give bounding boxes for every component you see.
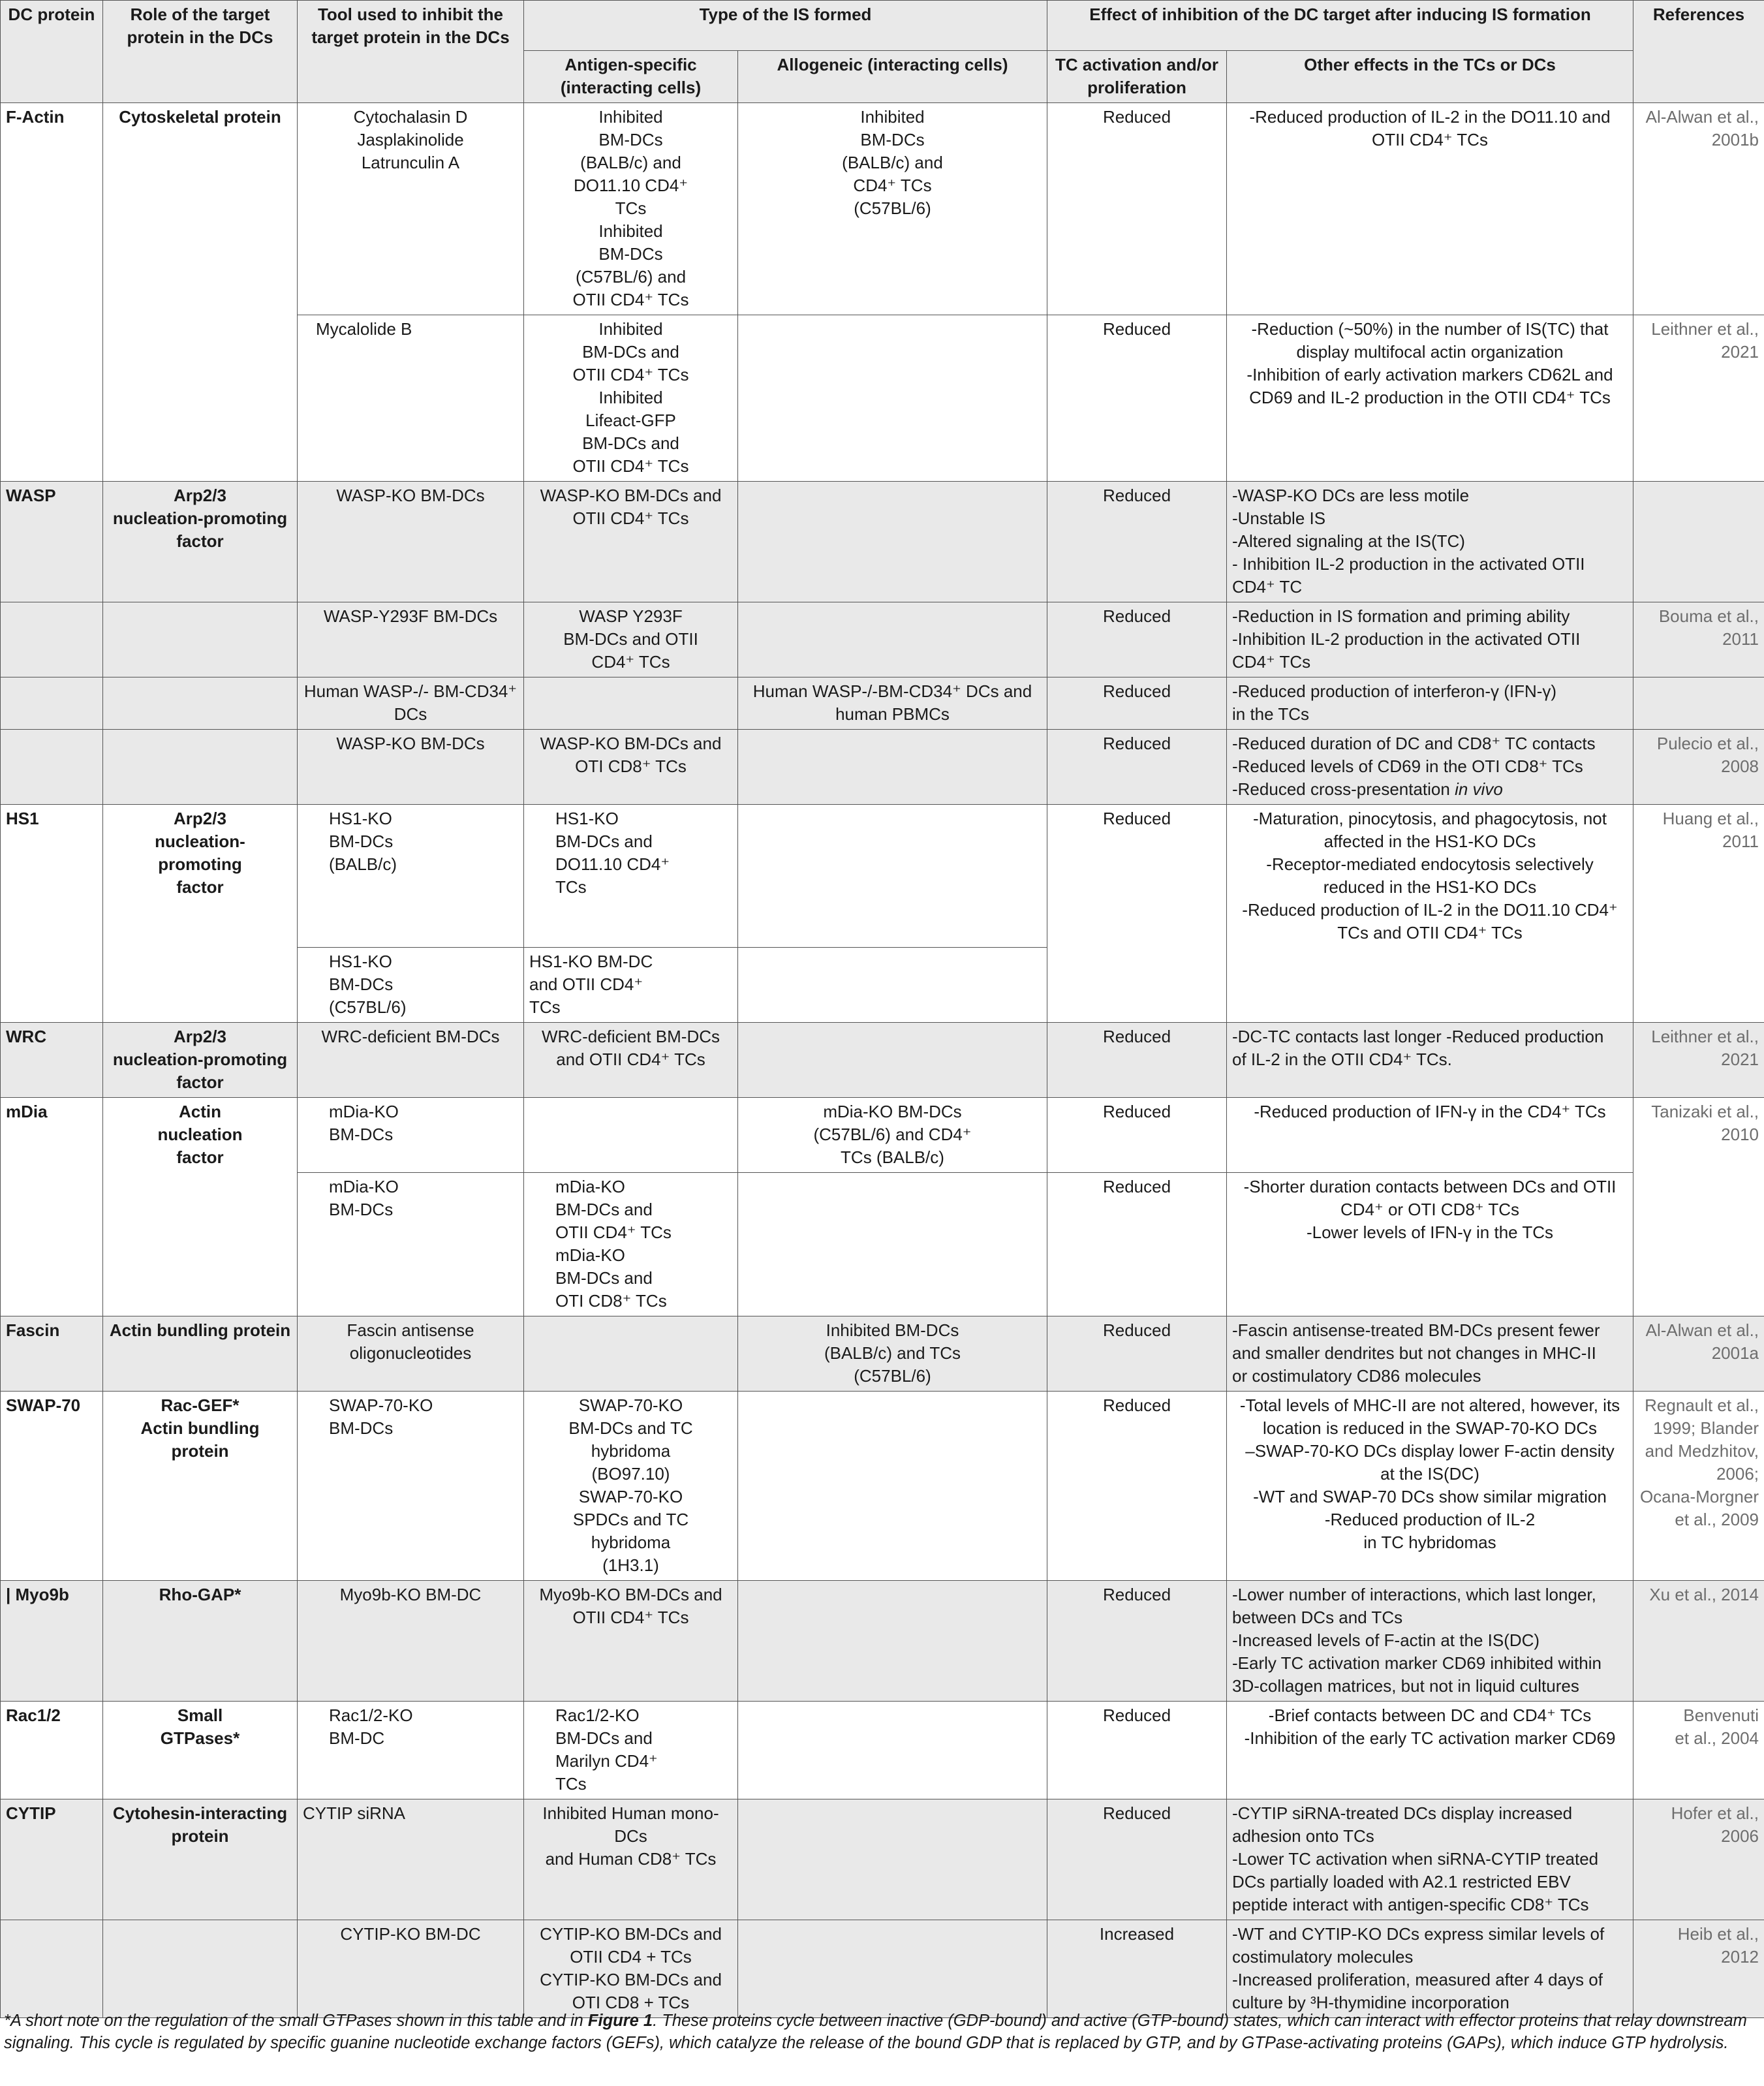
cell-tc-activation: Reduced (1047, 602, 1227, 677)
cell-tool: mDia-KO BM-DCs (298, 1173, 524, 1316)
cell-allogeneic (738, 1581, 1047, 1702)
cell-role: Rho-GAP* (103, 1581, 298, 1702)
header-tool: Tool used to inhibit the target protein in the DCs (298, 1, 524, 103)
cell-tool: HS1-KO BM-DCs (C57BL/6) (298, 948, 524, 1023)
table-row (1, 103, 1764, 315)
cell-tc-activation: Reduced (1047, 730, 1227, 805)
cell-tc-activation: Reduced (1047, 805, 1227, 1023)
cell-protein: Rac1/2 (1, 1702, 103, 1799)
cell-antigen: CYTIP-KO BM-DCs and OTII CD4 + TCs CYTIP-KO BM-DCs and OTI CD8 + TCs (524, 1920, 738, 2018)
cell-antigen: WASP-KO BM-DCs and OTII CD4⁺ TCs (524, 482, 738, 602)
table-row (1, 1098, 1764, 1173)
cell-role (103, 602, 298, 677)
cell-protein: CYTIP (1, 1799, 103, 1920)
cell-tc-activation: Reduced (1047, 103, 1227, 315)
cell-effects: -Fascin antisense-treated BM-DCs present fewer and smaller dendrites but not changes in MHC-II or costimulatory CD86 molecules (1227, 1316, 1633, 1392)
cell-reference: Al-Alwan et al., 2001a (1633, 1316, 1764, 1392)
cell-tool: Myo9b-KO BM-DC (298, 1581, 524, 1702)
cell-allogeneic (738, 1173, 1047, 1316)
cell-effects: -DC-TC contacts last longer -Reduced production of IL-2 in the OTII CD4⁺ TCs. (1227, 1023, 1633, 1098)
cell-protein: Fascin (1, 1316, 103, 1392)
cell-tc-activation: Reduced (1047, 1799, 1227, 1920)
cell-protein: mDia (1, 1098, 103, 1316)
cell-effects: -Reduced production of IFN-γ in the CD4⁺ TCs (1227, 1098, 1633, 1173)
cell-reference: Regnault et al., 1999; Blander and Medzhitov, 2006; Ocana-Morgner et al., 2009 (1633, 1392, 1764, 1581)
cell-protein: WASP (1, 482, 103, 602)
header-tc-activation: TC activation and/or proliferation (1047, 51, 1227, 103)
footnote-text-a: *A short note on the regulation of the small GTPases shown in this table and in (4, 2012, 588, 2030)
cell-reference (1633, 482, 1764, 602)
cell-antigen: WASP-KO BM-DCs and OTI CD8⁺ TCs (524, 730, 738, 805)
cell-effects (1227, 730, 1633, 805)
header-role: Role of the target protein in the DCs (103, 1, 298, 103)
table-row (1, 730, 1764, 805)
cell-antigen: Myo9b-KO BM-DCs and OTII CD4⁺ TCs (524, 1581, 738, 1702)
cell-tool: Rac1/2-KO BM-DC (298, 1702, 524, 1799)
cell-tool: Human WASP-/- BM-CD34⁺ DCs (298, 677, 524, 730)
header-is-type: Type of the IS formed (524, 1, 1047, 51)
cell-allogeneic (738, 1920, 1047, 2018)
cell-effects: -WT and CYTIP-KO DCs express similar levels of costimulatory molecules -Increased proliferation, measured after 4 days of culture by ³H-thymidine incorporation (1227, 1920, 1633, 2018)
cell-protein: | Myo9b (1, 1581, 103, 1702)
cell-reference: Benvenuti et al., 2004 (1633, 1702, 1764, 1799)
cell-protein: WRC (1, 1023, 103, 1098)
cell-effects: -Reduced production of IL-2 in the DO11.10 and OTII CD4⁺ TCs (1227, 103, 1633, 315)
cell-tool: WASP-KO BM-DCs (298, 730, 524, 805)
effects-italic: in vivo (1455, 779, 1503, 799)
table-row (1, 1392, 1764, 1581)
cell-antigen (524, 1316, 738, 1392)
cell-protein (1, 602, 103, 677)
cell-tool: Mycalolide B (298, 315, 524, 482)
cell-effects: -WASP-KO DCs are less motile -Unstable IS -Altered signaling at the IS(TC) - Inhibition IL-2 production in the activated OTII CD4⁺ TC (1227, 482, 1633, 602)
header-dc-protein: DC protein (1, 1, 103, 103)
cell-role: Small GTPases* (103, 1702, 298, 1799)
cell-protein (1, 677, 103, 730)
cell-role: Arp2/3 nucleation-promoting factor (103, 1023, 298, 1098)
cell-tc-activation: Reduced (1047, 1023, 1227, 1098)
table-row (1, 482, 1764, 602)
cell-reference: Al-Alwan et al., 2001b (1633, 103, 1764, 315)
cell-role: Actin bundling protein (103, 1316, 298, 1392)
cell-reference: Xu et al., 2014 (1633, 1581, 1764, 1702)
cell-effects: -Lower number of interactions, which last longer, between DCs and TCs -Increased levels of F-actin at the IS(DC) -Early TC activation marker CD69 inhibited within 3D-collagen matrices, but not in liquid cultures (1227, 1581, 1633, 1702)
cell-antigen: Inhibited BM-DCs (BALB/c) and DO11.10 CD4⁺ TCs Inhibited BM-DCs (C57BL/6) and OTII CD4⁺ TCs (524, 103, 738, 315)
cell-tc-activation: Increased (1047, 1920, 1227, 2018)
cell-tool: Cytochalasin D Jasplakinolide Latrunculin A (298, 103, 524, 315)
cell-tc-activation: Reduced (1047, 315, 1227, 482)
cell-reference (1633, 677, 1764, 730)
cell-tc-activation: Reduced (1047, 1098, 1227, 1173)
header-references: References (1633, 1, 1764, 103)
footnote-text-b: . These proteins cycle between inactive (GDP-bound) and active (GTP-bound) states, which can interact with effector proteins that relay downstream signaling. This cycle is regulated by specific guanine nucleotide exchange factors (GEFs), which catalyze the release of the bound GDP that is replaced by GTP, and by GTPase-activating proteins (GAPs), which induce GTP hydrolysis. (4, 2012, 1747, 2052)
table-row (1, 1799, 1764, 1920)
cell-tool: WASP-Y293F BM-DCs (298, 602, 524, 677)
cell-allogeneic: Human WASP-/-BM-CD34⁺ DCs and human PBMCs (738, 677, 1047, 730)
cell-reference: Leithner et al., 2021 (1633, 1023, 1764, 1098)
cell-role (103, 677, 298, 730)
cell-tool: mDia-KO BM-DCs (298, 1098, 524, 1173)
cell-tc-activation: Reduced (1047, 482, 1227, 602)
cell-effects: -Total levels of MHC-II are not altered, however, its location is reduced in the SWAP-70-KO DCs –SWAP-70-KO DCs display lower F-actin density at the IS(DC) -WT and SWAP-70 DCs show similar migration -Reduced production of IL-2 in TC hybridomas (1227, 1392, 1633, 1581)
cell-antigen: HS1-KO BM-DC and OTII CD4⁺ TCs (524, 948, 738, 1023)
cell-protein (1, 1920, 103, 2018)
table-row (1, 677, 1764, 730)
cell-tool: SWAP-70-KO BM-DCs (298, 1392, 524, 1581)
cell-antigen: Inhibited BM-DCs and OTII CD4⁺ TCs Inhibited Lifeact-GFP BM-DCs and OTII CD4⁺ TCs (524, 315, 738, 482)
cell-protein (1, 730, 103, 805)
cell-tc-activation: Reduced (1047, 1392, 1227, 1581)
figure-link[interactable]: Figure 1 (587, 2012, 653, 2030)
cell-tool: CYTIP-KO BM-DC (298, 1920, 524, 2018)
table-row (1, 1702, 1764, 1799)
cell-tc-activation: Reduced (1047, 1173, 1227, 1316)
cell-reference: Leithner et al., 2021 (1633, 315, 1764, 482)
header-effect: Effect of inhibition of the DC target after inducing IS formation (1047, 1, 1633, 51)
cell-allogeneic (738, 1392, 1047, 1581)
cell-role: Cytoskeletal protein (103, 103, 298, 482)
cell-tool: WRC-deficient BM-DCs (298, 1023, 524, 1098)
cell-reference: Heib et al., 2012 (1633, 1920, 1764, 2018)
cell-tc-activation: Reduced (1047, 1316, 1227, 1392)
cell-antigen: WASP Y293F BM-DCs and OTII CD4⁺ TCs (524, 602, 738, 677)
effects-text: -Reduced duration of DC and CD8⁺ TC contacts -Reduced levels of CD69 in the OTI CD8⁺ TCs -Reduced cross-presentation (1232, 734, 1596, 799)
cell-allogeneic (738, 602, 1047, 677)
cell-allogeneic: Inhibited BM-DCs (BALB/c) and CD4⁺ TCs (C57BL/6) (738, 103, 1047, 315)
cell-antigen: Inhibited Human mono-DCs and Human CD8⁺ TCs (524, 1799, 738, 1920)
cell-allogeneic (738, 730, 1047, 805)
cell-effects: -Shorter duration contacts between DCs and OTII CD4⁺ or OTI CD8⁺ TCs -Lower levels of IFN-γ in the TCs (1227, 1173, 1633, 1316)
cell-antigen (524, 1098, 738, 1173)
cell-antigen (524, 677, 738, 730)
table-row (1, 1316, 1764, 1392)
table-row (1, 805, 1764, 948)
cell-allogeneic (738, 805, 1047, 948)
cell-effects: -Brief contacts between DC and CD4⁺ TCs -Inhibition of the early TC activation marker CD69 (1227, 1702, 1633, 1799)
table-row (1, 1023, 1764, 1098)
cell-effects: -Reduced production of interferon-γ (IFN-γ) in the TCs (1227, 677, 1633, 730)
cell-protein: SWAP-70 (1, 1392, 103, 1581)
table-row (1, 1920, 1764, 2018)
cell-protein: HS1 (1, 805, 103, 1023)
cell-reference: Hofer et al., 2006 (1633, 1799, 1764, 1920)
cell-role: Arp2/3 nucleation-promoting factor (103, 482, 298, 602)
table-row (1, 1581, 1764, 1702)
table-row (1, 602, 1764, 677)
cell-antigen: mDia-KO BM-DCs and OTII CD4⁺ TCs mDia-KO BM-DCs and OTI CD8⁺ TCs (524, 1173, 738, 1316)
cell-allogeneic (738, 1023, 1047, 1098)
cell-tc-activation: Reduced (1047, 1702, 1227, 1799)
cell-tool: HS1-KO BM-DCs (BALB/c) (298, 805, 524, 948)
cell-reference: Tanizaki et al., 2010 (1633, 1098, 1764, 1316)
cell-effects: -Maturation, pinocytosis, and phagocytosis, not affected in the HS1-KO DCs -Receptor-mediated endocytosis selectively reduced in the HS1-KO DCs -Reduced production of IL-2 in the DO11.10 CD4⁺ TCs and OTII CD4⁺ TCs (1227, 805, 1633, 1023)
cell-tc-activation: Reduced (1047, 1581, 1227, 1702)
cell-tool: Fascin antisense oligonucleotides (298, 1316, 524, 1392)
cell-antigen: Rac1/2-KO BM-DCs and Marilyn CD4⁺ TCs (524, 1702, 738, 1799)
table-footnote (0, 2010, 1763, 2054)
cell-role (103, 730, 298, 805)
header-other-effects: Other effects in the TCs or DCs (1227, 51, 1633, 103)
cell-protein: F-Actin (1, 103, 103, 482)
cell-allogeneic (738, 948, 1047, 1023)
cell-effects: -Reduction (~50%) in the number of IS(TC) that display multifocal actin organization -Inhibition of early activation markers CD62L and CD69 and IL-2 production in the OTII CD4⁺ TCs (1227, 315, 1633, 482)
cell-allogeneic (738, 482, 1047, 602)
cell-effects: -Reduction in IS formation and priming ability -Inhibition IL-2 production in the activated OTII CD4⁺ TCs (1227, 602, 1633, 677)
cell-effects: -CYTIP siRNA-treated DCs display increased adhesion onto TCs -Lower TC activation when siRNA-CYTIP treated DCs partially loaded with A2.1 restricted EBV peptide interact with antigen-specific CD8⁺ TCs (1227, 1799, 1633, 1920)
cell-allogeneic (738, 315, 1047, 482)
cell-tool: WASP-KO BM-DCs (298, 482, 524, 602)
table-header (1, 1, 1764, 103)
cell-tool: CYTIP siRNA (298, 1799, 524, 1920)
cell-antigen: HS1-KO BM-DCs and DO11.10 CD4⁺ TCs (524, 805, 738, 948)
cell-allogeneic (738, 1799, 1047, 1920)
cell-role: Cytohesin-interacting protein (103, 1799, 298, 1920)
cell-role: Actin nucleation factor (103, 1098, 298, 1316)
cell-role: Arp2/3 nucleation- promoting factor (103, 805, 298, 1023)
header-antigen-specific: Antigen-specific (interacting cells) (524, 51, 738, 103)
cell-allogeneic: Inhibited BM-DCs (BALB/c) and TCs (C57BL/6) (738, 1316, 1047, 1392)
cell-reference: Huang et al., 2011 (1633, 805, 1764, 1023)
cell-allogeneic: mDia-KO BM-DCs (C57BL/6) and CD4⁺ TCs (BALB/c) (738, 1098, 1047, 1173)
header-allogeneic: Allogeneic (interacting cells) (738, 51, 1047, 103)
cell-role (103, 1920, 298, 2018)
cell-reference: Bouma et al., 2011 (1633, 602, 1764, 677)
cell-allogeneic (738, 1702, 1047, 1799)
cell-tc-activation: Reduced (1047, 677, 1227, 730)
cell-antigen: WRC-deficient BM-DCs and OTII CD4⁺ TCs (524, 1023, 738, 1098)
cell-role: Rac-GEF* Actin bundling protein (103, 1392, 298, 1581)
cell-reference: Pulecio et al., 2008 (1633, 730, 1764, 805)
cell-antigen: SWAP-70-KO BM-DCs and TC hybridoma (BO97.10) SWAP-70-KO SPDCs and TC hybridoma (1H3.1) (524, 1392, 738, 1581)
